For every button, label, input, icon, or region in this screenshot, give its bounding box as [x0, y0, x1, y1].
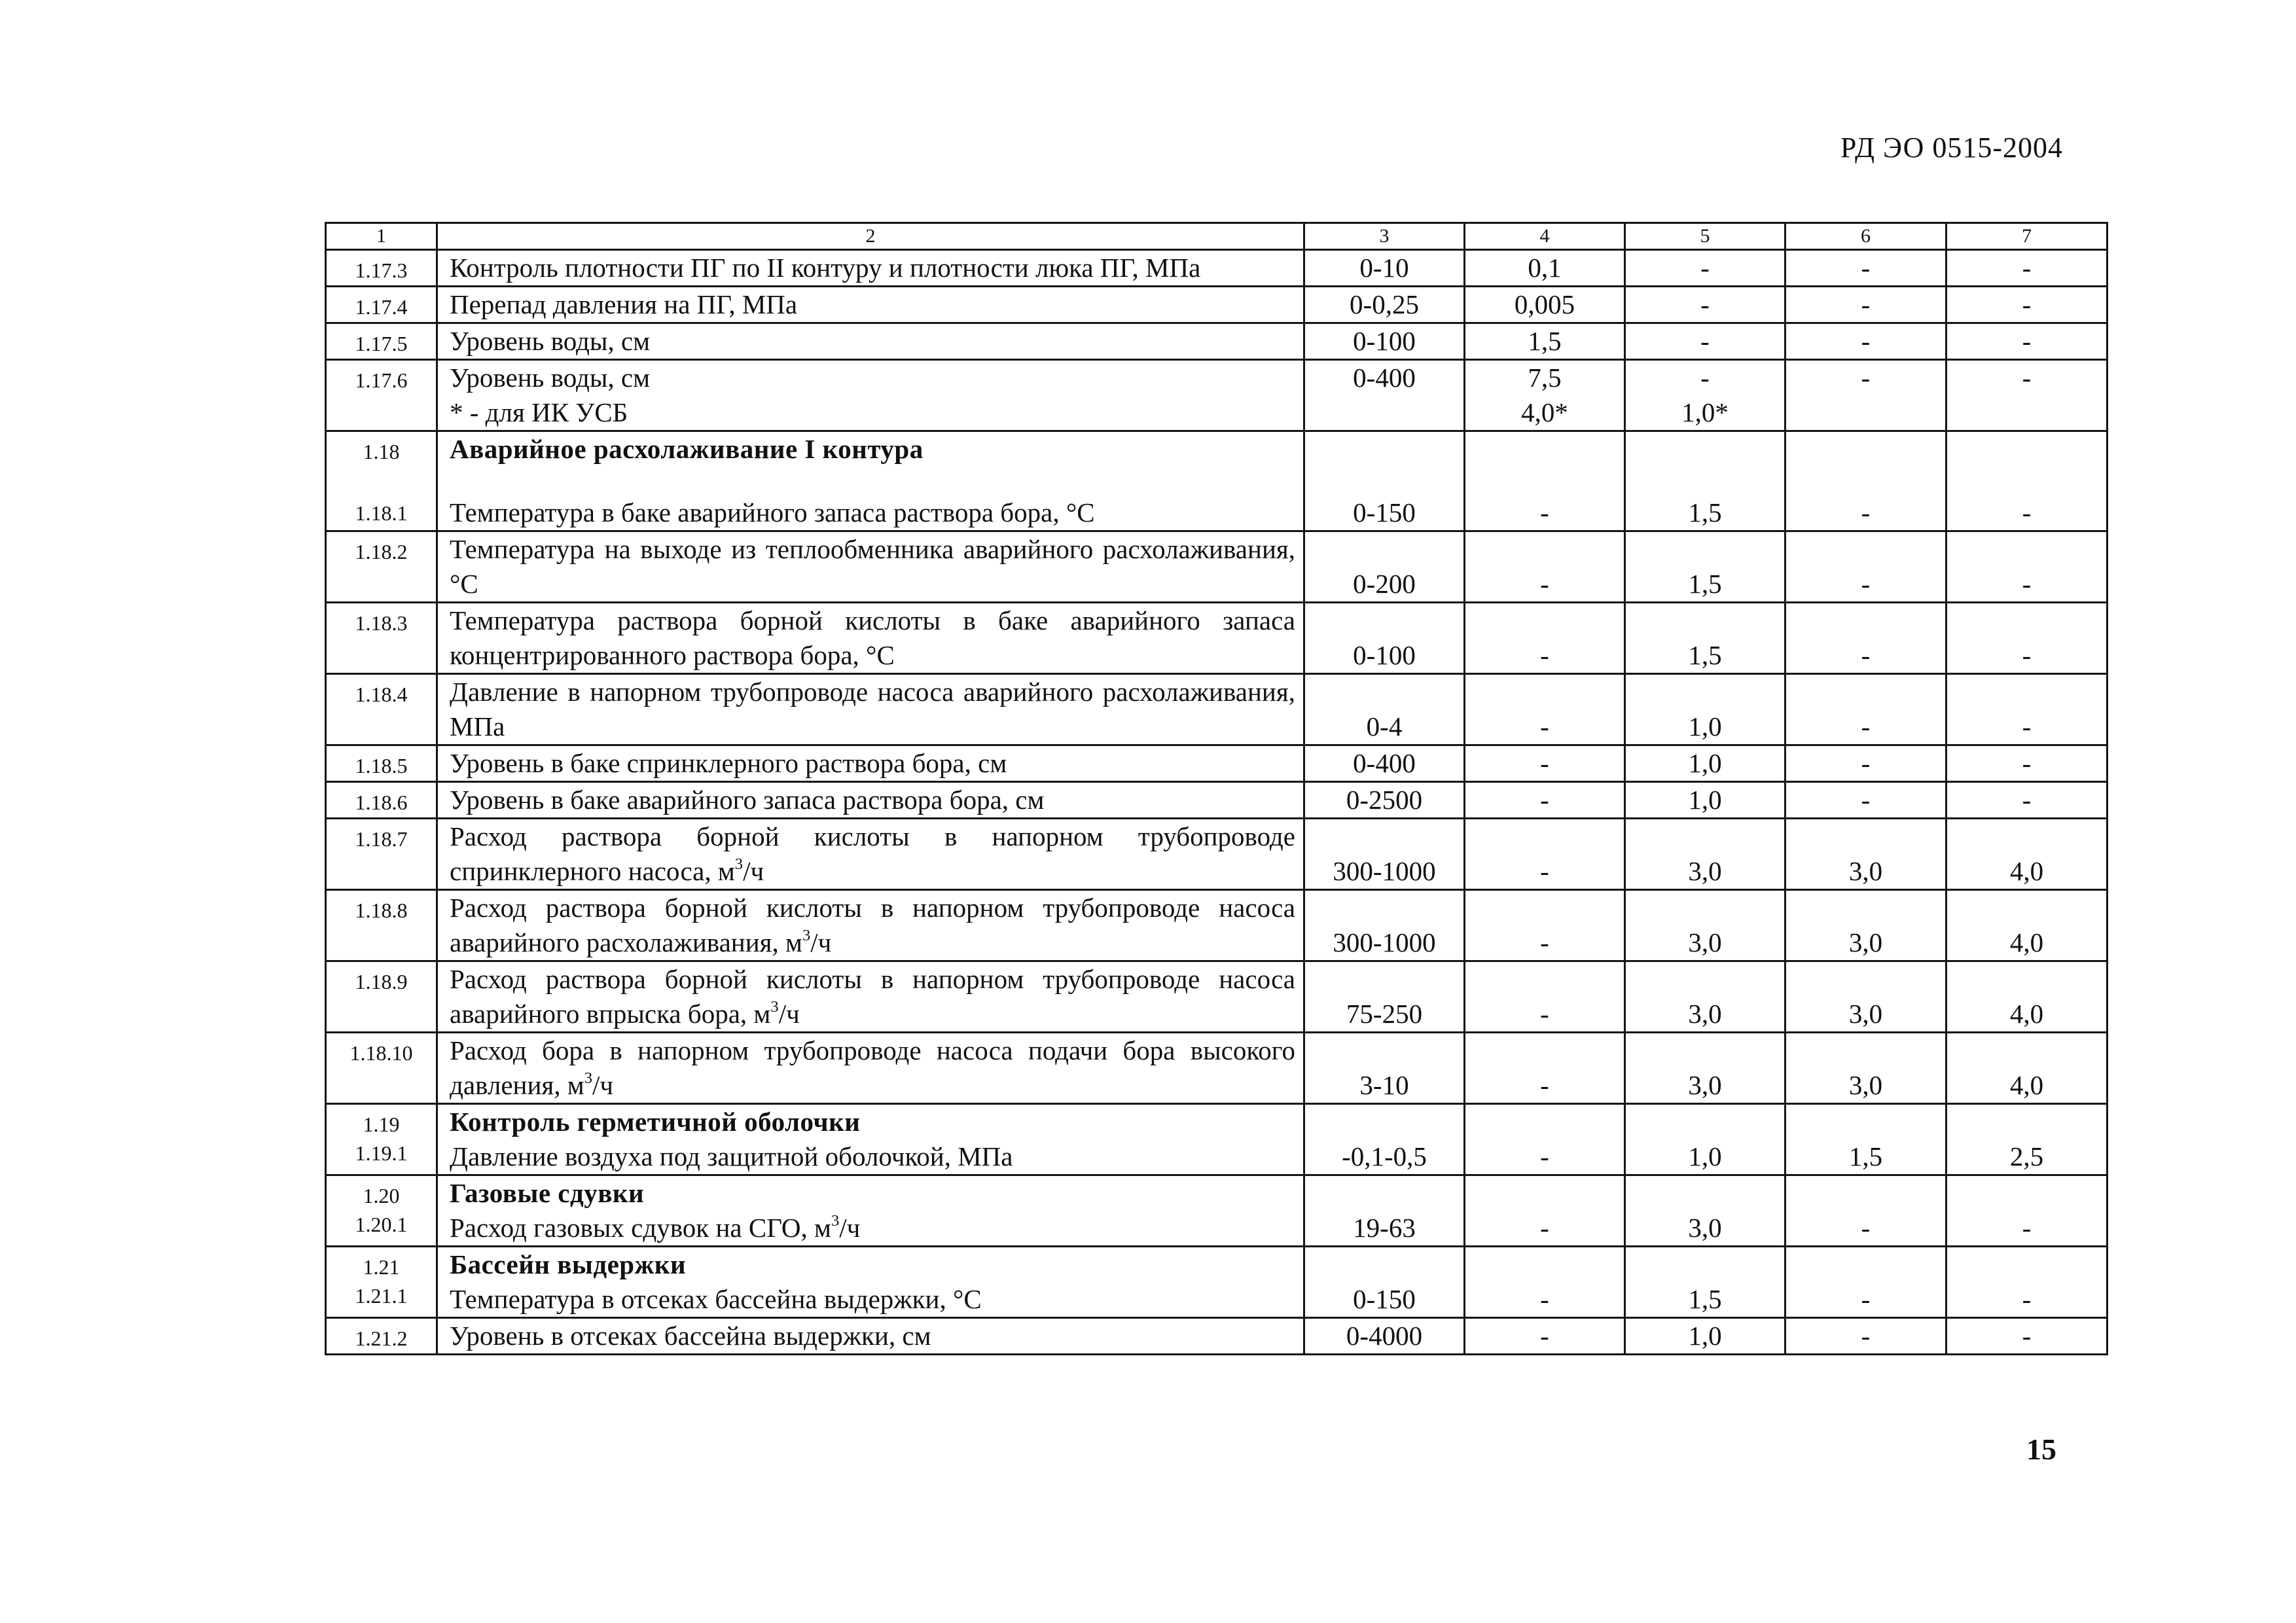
value-cell: [1625, 782, 1785, 819]
value-cell: -: [1946, 287, 2108, 323]
parameter-text: [450, 675, 1295, 744]
parameter-label: Расход газовых сдувок на СГО, м: [450, 1213, 831, 1243]
cell-value: -: [1540, 1213, 1549, 1243]
value-cell: -: [1785, 1175, 1946, 1247]
item-number: [326, 250, 437, 287]
parameter-text: [450, 324, 1295, 359]
table-row: [326, 1033, 2108, 1104]
parameter-label: Температура в баке аварийного запаса раствора бора, °С: [450, 497, 1095, 527]
value-cell: [1465, 890, 1625, 961]
parameter-label: Уровень в баке спринклерного раствора бора, см: [450, 748, 1007, 778]
parameter-label: Давление воздуха под защитной оболочкой, МПа: [450, 1141, 1013, 1171]
parameter-label: Расход раствора борной кислоты в напорном трубопроводе насоса аварийного впрыска бора, м: [450, 964, 1295, 1029]
parameter-text: [450, 251, 1295, 285]
parameter-text: [450, 603, 1295, 673]
value-cell: [1465, 745, 1625, 782]
table-row: [326, 782, 2108, 819]
value-cell: [1465, 431, 1625, 531]
value-cell: -: [1785, 674, 1946, 745]
value-cell: [1625, 603, 1785, 674]
item-number: [326, 1318, 437, 1355]
item-number-text: 1.17.5: [355, 332, 408, 355]
value-cell: 4,0: [1946, 1033, 2108, 1104]
parameter-name: [437, 250, 1304, 287]
value-cell: [1625, 323, 1785, 360]
value-cell: -: [1785, 782, 1946, 819]
value-cell: -: [1946, 1175, 2108, 1247]
table-row: [326, 890, 2108, 961]
cell-value: 0,1: [1528, 253, 1562, 283]
cell-value: -: [1700, 363, 1710, 393]
column-header: 6: [1785, 223, 1946, 250]
item-number: [326, 961, 437, 1033]
value-cell: -: [1946, 250, 2108, 287]
section-title: Контроль герметичной оболочки: [450, 1107, 861, 1137]
value-cell: [1625, 431, 1785, 531]
cell-value: 1,5: [1528, 326, 1562, 356]
parameter-name: [437, 1104, 1304, 1175]
value-cell: [1625, 360, 1785, 431]
value-cell: -: [1785, 531, 1946, 603]
cell-value: 1,0: [1688, 785, 1722, 815]
cell-value: -: [1540, 1321, 1549, 1351]
parameter-name: [437, 1033, 1304, 1104]
value-cell: [1625, 819, 1785, 890]
value-cell: [1625, 674, 1785, 745]
table-row: [326, 745, 2108, 782]
parameter-name: [437, 287, 1304, 323]
parameter-text: [450, 746, 1295, 781]
value-cell: [1625, 1033, 1785, 1104]
parameter-label: Перепад давления на ПГ, МПа: [450, 289, 798, 319]
parameter-label: Расход раствора борной кислоты в напорном трубопроводе насоса аварийного расхолаживания, м: [450, 893, 1295, 957]
item-number: [326, 782, 437, 819]
cell-value: -: [1700, 253, 1710, 283]
value-cell: -: [1946, 323, 2108, 360]
cell-value: -: [1540, 497, 1549, 527]
measurement-range: 0-400: [1304, 745, 1465, 782]
unit-suffix: /ч: [592, 1070, 614, 1100]
table-row: [326, 1104, 2108, 1175]
cell-value-footnoted: 4,0*: [1521, 397, 1568, 427]
item-number-text: 1.18.10: [350, 1041, 413, 1065]
value-cell: [1465, 360, 1625, 431]
table-row: [326, 323, 2108, 360]
table-row: [326, 1318, 2108, 1355]
item-number-text: 1.18.3: [355, 611, 408, 635]
value-cell: [1465, 531, 1625, 603]
measurement-range: 0-10: [1304, 250, 1465, 287]
value-cell: -: [1785, 431, 1946, 531]
parameter-label: Уровень воды, см: [450, 326, 651, 356]
parameter-label: Температура на выходе из теплообменника аварийного расхолаживания, °С: [450, 534, 1295, 599]
value-cell: [1465, 819, 1625, 890]
table-row: [326, 603, 2108, 674]
parameter-name: [437, 603, 1304, 674]
value-cell: [1625, 1104, 1785, 1175]
parameter-name: [437, 531, 1304, 603]
table-row: [326, 287, 2108, 323]
value-cell: 3,0: [1785, 1033, 1946, 1104]
parameter-label: Уровень воды, см: [450, 363, 651, 393]
value-cell: [1465, 1175, 1625, 1247]
cell-value: -: [1540, 1284, 1549, 1314]
column-header: 1: [326, 223, 437, 250]
table-row: [326, 360, 2108, 431]
cell-value: -: [1540, 927, 1549, 957]
value-cell: 4,0: [1946, 819, 2108, 890]
value-cell: [1465, 961, 1625, 1033]
cell-value: 3,0: [1688, 1070, 1722, 1100]
parameter-name: [437, 1175, 1304, 1247]
parameter-text: [450, 819, 1295, 889]
item-number-text: 1.18.4: [355, 683, 408, 706]
measurement-range: 0-4: [1304, 674, 1465, 745]
item-number: [326, 531, 437, 603]
item-number: [326, 1104, 437, 1175]
document-code: РД ЭО 0515-2004: [1840, 132, 2063, 164]
cell-value: -: [1540, 711, 1549, 741]
item-number: [326, 819, 437, 890]
cell-value: 1,0: [1688, 711, 1722, 741]
item-number: [326, 745, 437, 782]
item-number-text: 1.18.2: [355, 540, 408, 563]
item-number-text: 1.21.2: [355, 1327, 408, 1350]
cell-value: 1,5: [1688, 497, 1722, 527]
measurement-range: 0-200: [1304, 531, 1465, 603]
item-number: [326, 323, 437, 360]
parameter-name: [437, 961, 1304, 1033]
table-row: [326, 250, 2108, 287]
measurement-range: 0-150: [1304, 1247, 1465, 1318]
table-row: [326, 1247, 2108, 1318]
table-row: [326, 674, 2108, 745]
cell-value: -: [1700, 289, 1710, 319]
value-cell: 3,0: [1785, 819, 1946, 890]
value-cell: -: [1785, 1318, 1946, 1355]
value-cell: -: [1785, 287, 1946, 323]
parameter-text: [450, 783, 1295, 817]
value-cell: 1,5: [1785, 1104, 1946, 1175]
cell-value: 7,5: [1528, 363, 1562, 393]
page-number: 15: [2026, 1433, 2056, 1466]
unit-exponent: 3: [770, 997, 779, 1016]
subitem-number-text: 1.21.1: [355, 1284, 408, 1308]
value-cell: 4,0: [1946, 961, 2108, 1033]
item-number-text: 1.19: [363, 1113, 400, 1136]
value-cell: [1625, 1247, 1785, 1318]
parameter-name: [437, 1318, 1304, 1355]
value-cell: 3,0: [1785, 890, 1946, 961]
table-row: [326, 531, 2108, 603]
subitem-number-text: 1.20.1: [355, 1213, 408, 1236]
cell-value: 1,0: [1688, 1141, 1722, 1171]
cell-value: 3,0: [1688, 856, 1722, 886]
item-number: [326, 1247, 437, 1318]
table-row: [326, 961, 2108, 1033]
parameter-text: [450, 495, 1295, 530]
cell-value: -: [1540, 1141, 1549, 1171]
cell-value: 3,0: [1688, 927, 1722, 957]
parameter-name: [437, 782, 1304, 819]
item-number: [326, 674, 437, 745]
value-cell: -: [1785, 360, 1946, 431]
unit-suffix: /ч: [839, 1213, 861, 1243]
parameter-text: [450, 361, 1295, 395]
parameter-name: [437, 431, 1304, 531]
value-cell: [1465, 1247, 1625, 1318]
value-cell: -: [1946, 745, 2108, 782]
value-cell: -: [1946, 603, 2108, 674]
unit-suffix: /ч: [743, 856, 764, 886]
parameter-name: [437, 745, 1304, 782]
measurement-range: 0-100: [1304, 323, 1465, 360]
measurement-range: 75-250: [1304, 961, 1465, 1033]
item-number-text: 1.17.3: [355, 259, 408, 282]
item-number-text: 1.18.8: [355, 899, 408, 922]
value-cell: -: [1946, 674, 2108, 745]
value-cell: [1465, 1318, 1625, 1355]
parameter-name: [437, 674, 1304, 745]
cell-value: 1,0: [1688, 748, 1722, 778]
cell-value: -: [1540, 748, 1549, 778]
value-cell: -: [1785, 745, 1946, 782]
value-cell: -: [1946, 360, 2108, 431]
cell-value: -: [1540, 999, 1549, 1029]
table-row: [326, 431, 2108, 531]
parameter-label: Уровень в баке аварийного запаса раствора бора, см: [450, 785, 1045, 815]
value-cell: -: [1785, 323, 1946, 360]
value-cell: [1465, 603, 1625, 674]
value-cell: -: [1785, 250, 1946, 287]
cell-value: 1,5: [1688, 640, 1722, 670]
section-title: Бассейн выдержки: [450, 1249, 687, 1279]
table-row: [326, 819, 2108, 890]
cell-value: -: [1540, 856, 1549, 886]
item-number-text: 1.17.4: [355, 295, 408, 319]
column-header: 2: [437, 223, 1304, 250]
item-number: [326, 287, 437, 323]
parameter-label: Расход бора в напорном трубопроводе насоса подачи бора высокого давления, м: [450, 1035, 1295, 1100]
section-title: Аварийное расхолаживание I контура: [450, 434, 924, 464]
cell-value: -: [1700, 326, 1710, 356]
measurement-range: 0-0,25: [1304, 287, 1465, 323]
cell-value: -: [1540, 640, 1549, 670]
item-number-text: 1.18: [363, 440, 400, 463]
parameter-text: [450, 962, 1295, 1031]
value-cell: -: [1946, 1318, 2108, 1355]
parameter-text: [450, 1211, 1295, 1245]
item-number: [326, 603, 437, 674]
value-cell: -: [1785, 603, 1946, 674]
cell-value: 0,005: [1514, 289, 1575, 319]
unit-suffix: /ч: [778, 999, 800, 1029]
subitem-number-text: 1.18.1: [355, 501, 408, 525]
value-cell: [1465, 782, 1625, 819]
value-cell: -: [1946, 431, 2108, 531]
item-number-text: 1.18.6: [355, 791, 408, 814]
value-cell: -: [1946, 1247, 2108, 1318]
cell-value: -: [1540, 1070, 1549, 1100]
measurement-range: 300-1000: [1304, 819, 1465, 890]
parameter-name: [437, 323, 1304, 360]
column-header: 7: [1946, 223, 2108, 250]
parameter-text: [450, 1282, 1295, 1317]
item-number-text: 1.17.6: [355, 368, 408, 392]
parameter-name: [437, 360, 1304, 431]
column-header: 3: [1304, 223, 1465, 250]
item-number: [326, 890, 437, 961]
column-header: 5: [1625, 223, 1785, 250]
value-cell: 2,5: [1946, 1104, 2108, 1175]
measurement-range: 0-2500: [1304, 782, 1465, 819]
parameter-label: Температура в отсеках бассейна выдержки, °С: [450, 1284, 982, 1314]
item-number: [326, 360, 437, 431]
measurement-range: 19-63: [1304, 1175, 1465, 1247]
parameter-text: [450, 532, 1295, 601]
value-cell: [1465, 250, 1625, 287]
item-number-text: 1.21: [363, 1255, 400, 1279]
value-cell: [1465, 287, 1625, 323]
value-cell: [1625, 890, 1785, 961]
measurement-range: 0-400: [1304, 360, 1465, 431]
cell-value: -: [1540, 569, 1549, 599]
parameter-text: [450, 1033, 1295, 1103]
measurement-range: 0-4000: [1304, 1318, 1465, 1355]
value-cell: [1625, 531, 1785, 603]
value-cell: [1465, 323, 1625, 360]
measurement-range: 0-150: [1304, 431, 1465, 531]
value-cell: [1625, 1318, 1785, 1355]
item-number-text: 1.18.5: [355, 754, 408, 777]
value-cell: [1625, 1175, 1785, 1247]
column-header: 4: [1465, 223, 1625, 250]
value-cell: -: [1946, 782, 2108, 819]
item-number-text: 1.18.7: [355, 827, 408, 851]
parameters-table: [325, 222, 2108, 1355]
column-number-row: [326, 223, 2108, 250]
value-cell: [1465, 1033, 1625, 1104]
unit-exponent: 3: [584, 1069, 593, 1087]
unit-exponent: 3: [802, 926, 811, 944]
parameter-label: Температура раствора борной кислоты в баке аварийного запаса концентрированного раствора бора, °С: [450, 605, 1295, 670]
cell-value-footnoted: 1,0*: [1681, 397, 1729, 427]
cell-value: 1,5: [1688, 1284, 1722, 1314]
measurement-range: 300-1000: [1304, 890, 1465, 961]
item-number: [326, 1033, 437, 1104]
parameter-name: [437, 890, 1304, 961]
cell-value: 3,0: [1688, 1213, 1722, 1243]
parameter-text: [450, 1319, 1295, 1353]
parameter-note: * - для ИК УСБ: [450, 397, 628, 427]
value-cell: [1625, 745, 1785, 782]
cell-value: 1,0: [1688, 1321, 1722, 1351]
cell-value: 1,5: [1688, 569, 1722, 599]
value-cell: [1465, 1104, 1625, 1175]
measurement-range: 0-100: [1304, 603, 1465, 674]
value-cell: [1625, 961, 1785, 1033]
measurement-range: 3-10: [1304, 1033, 1465, 1104]
value-cell: 3,0: [1785, 961, 1946, 1033]
item-number: [326, 1175, 437, 1247]
unit-exponent: 3: [734, 855, 744, 873]
parameter-text: [450, 1139, 1295, 1174]
parameter-label: Расход раствора борной кислоты в напорном трубопроводе спринклерного насоса, м: [450, 821, 1295, 886]
value-cell: -: [1946, 531, 2108, 603]
measurement-range: -0,1-0,5: [1304, 1104, 1465, 1175]
parameter-text: [450, 287, 1295, 322]
section-title: Газовые сдувки: [450, 1178, 645, 1208]
cell-value: 3,0: [1688, 999, 1722, 1029]
unit-suffix: /ч: [810, 927, 832, 957]
parameter-label: Давление в напорном трубопроводе насоса аварийного расхолаживания, МПа: [450, 677, 1295, 741]
item-number: [326, 431, 437, 531]
parameter-text: [450, 891, 1295, 960]
value-cell: [1625, 250, 1785, 287]
unit-exponent: 3: [831, 1211, 840, 1230]
cell-value: -: [1540, 785, 1549, 815]
value-cell: 4,0: [1946, 890, 2108, 961]
item-number-text: 1.20: [363, 1184, 400, 1207]
parameter-name: [437, 819, 1304, 890]
subitem-number-text: 1.19.1: [355, 1141, 408, 1165]
value-cell: [1465, 674, 1625, 745]
value-cell: -: [1785, 1247, 1946, 1318]
table-row: [326, 1175, 2108, 1247]
parameter-label: Уровень в отсеках бассейна выдержки, см: [450, 1321, 931, 1351]
parameter-name: [437, 1247, 1304, 1318]
value-cell: [1625, 287, 1785, 323]
parameter-label: Контроль плотности ПГ по II контуру и плотности люка ПГ, МПа: [450, 253, 1201, 283]
item-number-text: 1.18.9: [355, 970, 408, 993]
